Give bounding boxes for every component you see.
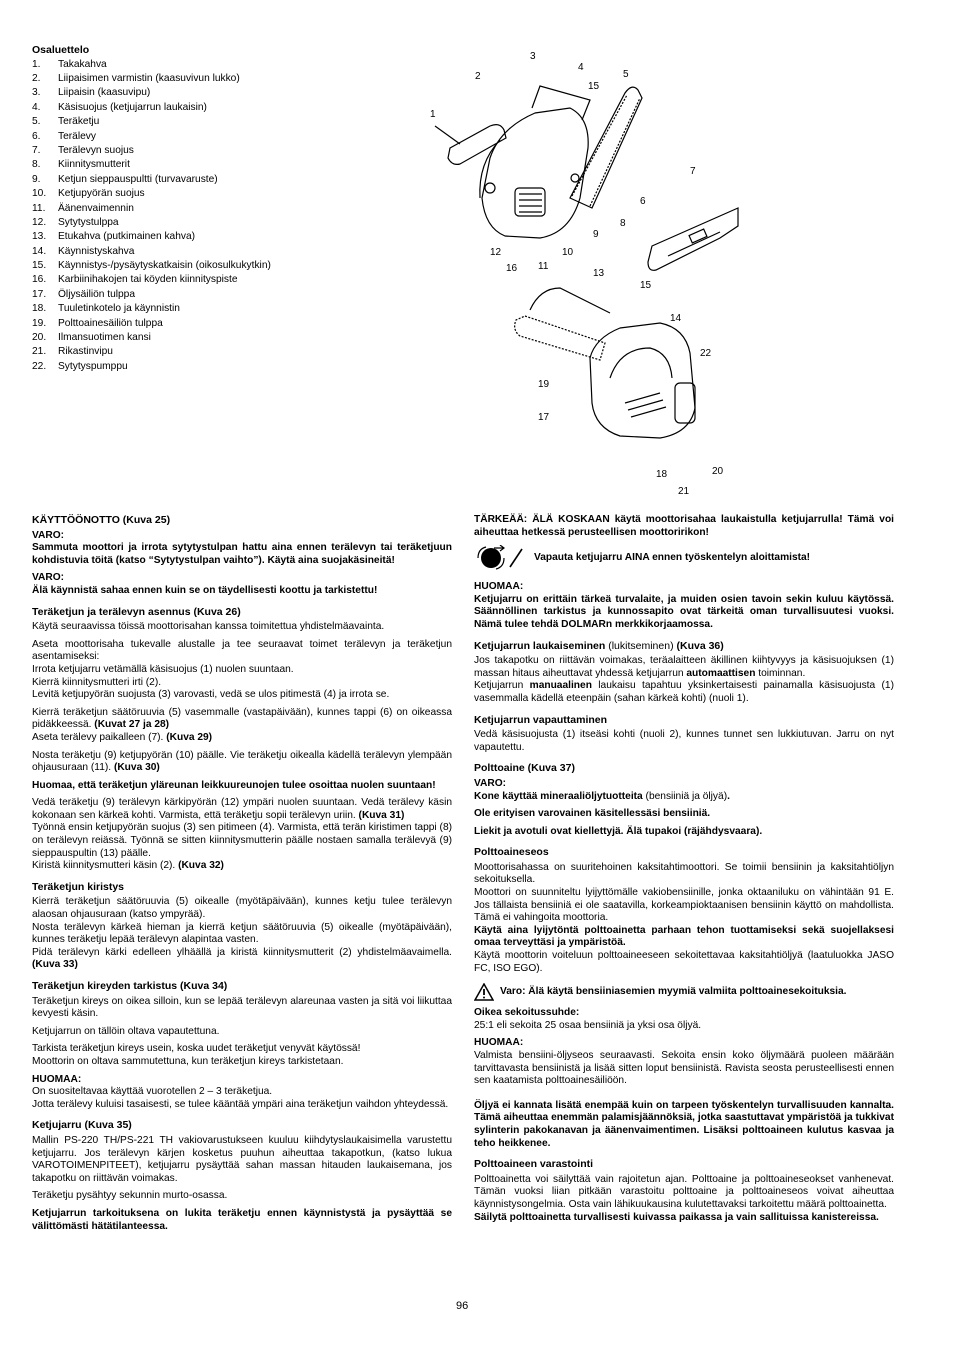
paragraph: Huomaa, että teräketjun yläreunan leikkuureunojen tulee osoittaa nuolen suuntaan! bbox=[32, 779, 436, 791]
hand-guard bbox=[532, 86, 590, 120]
part-name: Liipaisin (kaasuvipu) bbox=[58, 87, 151, 99]
left-column bbox=[32, 514, 452, 1238]
section-polttoaine-title: Polttoaine (Kuva 37) bbox=[474, 762, 575, 775]
parts-list-item bbox=[32, 273, 432, 287]
callout-number: 7 bbox=[690, 166, 696, 177]
text: . bbox=[727, 790, 730, 802]
subheading: Oikea sekoitussuhde: bbox=[474, 1007, 580, 1019]
figure-ref: (Kuva 30) bbox=[113, 762, 160, 774]
part-number: 7. bbox=[32, 144, 41, 156]
callout-number: 18 bbox=[656, 469, 668, 480]
part-name: Ketjun sieppauspultti (turvavaruste) bbox=[58, 173, 218, 185]
paragraph: Mallin PS-220 TH/PS-221 TH vakiovarustukseen kuuluu kiihdytyslaukaisimella varustettu ketjujarru. Jos terälevyn kärjen kosketus puuhun aiheuttaa takapotkun, (katso lukua VAROTOIMENPITEET), ketjujarru pysäyttää sahan massan hitauden laukaisemana, jos takapotku on riittävän voimakas. bbox=[32, 1134, 452, 1184]
right-column bbox=[474, 514, 894, 1229]
warning-label: VARO: bbox=[32, 529, 65, 541]
parts-list-item bbox=[32, 101, 432, 115]
paragraph bbox=[32, 947, 452, 972]
figure-ref: (Kuva 36) bbox=[673, 639, 724, 652]
part-number: 13. bbox=[32, 231, 47, 243]
chainsaw-figure bbox=[420, 48, 740, 498]
text: Aseta terälevy paikalleen (7). bbox=[32, 731, 167, 743]
paragraph: Käytä seuraavissa töissä moottorisahan kanssa toimitettua yhdistelmäavainta. bbox=[32, 621, 385, 633]
part-name: Sytytystulppa bbox=[58, 216, 119, 228]
paragraph bbox=[32, 750, 452, 775]
paragraph: Teräketju pysähtyy sekunnin murto-osassa. bbox=[32, 1190, 228, 1202]
warning-label: VARO: bbox=[474, 777, 507, 789]
paragraph: On suositeltavaa käyttää vuorotellen 2 – 3 teräketjua. bbox=[32, 1086, 273, 1098]
paragraph: Moottorisahassa on suuritehoinen kaksitahtimoottori. Se toimii bensiinin ja kaksitahtiöljyn sekoituksella. bbox=[474, 861, 894, 886]
section-kiristys-title: Teräketjun kiristys bbox=[32, 880, 125, 893]
section-kayttoonotto-title: KÄYTTÖÖNOTTO (Kuva 25) bbox=[32, 514, 171, 526]
part-number: 21. bbox=[32, 346, 47, 358]
parts-list-item bbox=[32, 158, 432, 172]
parts-list-item bbox=[32, 58, 432, 72]
paragraph: Liekit ja avotuli ovat kiellettyjä. Älä tupakoi (räjähdysvaara). bbox=[474, 825, 763, 837]
callout-number: 9 bbox=[593, 229, 599, 240]
paragraph: Moottorin on oltava sammutettuna, kun teräketjun kireys tarkistetaan. bbox=[32, 1055, 344, 1067]
section-vapauttaminen-title: Ketjujarrun vapauttaminen bbox=[474, 713, 608, 726]
part-name: Öljysäiliön tulppa bbox=[58, 288, 136, 300]
paragraph: Ketjujarrun on tällöin oltava vapautettuna. bbox=[32, 1025, 220, 1037]
callout-number: 4 bbox=[578, 62, 584, 73]
paragraph: Jotta terälevy kuluisi tasaisesti, se tulee kääntää ympäri aina teräketjun vaihdon yhteydessä. bbox=[32, 1098, 449, 1110]
paragraph: Tarkista teräketjun kireys usein, koska uudet teräketjut venyvät käytössä! bbox=[32, 1043, 361, 1055]
part-number: 10. bbox=[32, 188, 47, 200]
chainsaw-illustration bbox=[420, 48, 740, 498]
section-varastointi-title: Polttoaineen varastointi bbox=[474, 1158, 594, 1171]
paragraph: Irrota ketjujarru vetämällä käsisuojus (1) nuolen suuntaan. bbox=[32, 663, 294, 675]
parts-items bbox=[32, 58, 432, 375]
part-number: 15. bbox=[32, 260, 47, 272]
part-number: 8. bbox=[32, 159, 41, 171]
part-name: Rikastinvipu bbox=[58, 346, 113, 358]
part-name: Tuuletinkotelo ja käynnistin bbox=[58, 303, 180, 315]
parts-list-item bbox=[32, 72, 432, 86]
parts-list-item bbox=[32, 86, 432, 100]
section-asennus-title: Teräketjun ja terälevyn asennus (Kuva 26) bbox=[32, 605, 241, 618]
parts-list-item bbox=[32, 288, 432, 302]
warning-text: Älä käynnistä sahaa ennen kuin se on täydellisesti koottu ja tarkistettu! bbox=[32, 584, 378, 596]
callout-number: 16 bbox=[506, 263, 518, 274]
part-name: Teräketju bbox=[58, 116, 100, 128]
figure-ref: (Kuva 31) bbox=[358, 809, 405, 821]
part-number: 14. bbox=[32, 245, 47, 257]
parts-list-item bbox=[32, 202, 432, 216]
callout-number: 19 bbox=[538, 379, 550, 390]
text: manuaalinen bbox=[529, 680, 592, 692]
parts-list-item bbox=[32, 331, 432, 345]
part-name: Käynnistyskahva bbox=[58, 245, 135, 257]
part-number: 5. bbox=[32, 116, 41, 128]
page-number: 96 bbox=[456, 1300, 469, 1312]
part-number: 20. bbox=[32, 332, 47, 344]
paragraph: Kierrä teräketjun säätöruuvia (5) oikealle (myötäpäivään), kunnes ketju tulee terälevyn alaosan ohjausuraan (katso ympyrää). bbox=[32, 896, 452, 921]
parts-list-item bbox=[32, 144, 432, 158]
parts-list-item bbox=[32, 360, 432, 374]
parts-list-title: Osaluettelo bbox=[32, 44, 90, 56]
section-polttoaineseos-title: Polttoaineseos bbox=[474, 846, 549, 859]
part-name: Ilmansuotimen kansi bbox=[58, 332, 151, 344]
paragraph: Ole erityisen varovainen käsitellessäsi bensiiniä. bbox=[474, 808, 711, 820]
text: (bensiiniä ja öljyä) bbox=[642, 790, 728, 802]
paragraph bbox=[474, 791, 894, 804]
section-ketjujarru-title: Ketjujarru (Kuva 35) bbox=[32, 1119, 132, 1132]
figure-ref: (Kuva 33) bbox=[32, 959, 78, 971]
parts-list-item bbox=[32, 216, 432, 230]
warning-text: Sammuta moottori ja irrota sytytystulpan hattu aina ennen terälevyn tai teräketjuun kohdistuvia töitä (katso “Sytytystulpan vaihto”). Käytä aina suojakäsineitä! bbox=[32, 542, 452, 566]
paragraph: Säilytä polttoainetta turvallisesti kuivassa paikassa ja vain sallituissa kanistereissa. bbox=[474, 1211, 879, 1223]
callout-number: 11 bbox=[538, 261, 549, 272]
paragraph bbox=[32, 860, 452, 873]
part-number: 2. bbox=[32, 72, 41, 84]
text: Vedä teräketju (9) terälevyn kärkipyörän (12) ympäri nuolen suuntaan. Vedä terälevy käsin kokonaan sen kärkeä kohti. Varmista, että teräketju sopii terälevyn uriin. bbox=[32, 797, 452, 821]
paragraph: Työnnä ensin ketjupyörän suojus (3) sen pitimeen (4). Varmista, että terän kiristimen tappi (8) on terälevyn reiässä. Työnnä se sitten kiinnitysmutterin päälle nostaen samalla terälevyä (9) sieppauspultin (13) päälle. bbox=[32, 822, 452, 859]
paragraph bbox=[474, 680, 894, 705]
notice-text: Vapauta ketjujarru AINA ennen työskentelyn aloittamista! bbox=[534, 551, 811, 563]
callout-number: 13 bbox=[593, 268, 605, 279]
part-name: Polttoainesäiliön tulppa bbox=[58, 317, 163, 329]
part-number: 12. bbox=[32, 216, 47, 228]
part-name: Sytytyspumppu bbox=[58, 360, 128, 372]
important-notice: TÄRKEÄÄ: ÄLÄ KOSKAAN käytä moottorisahaa laukaistulla ketjujarrulla! Tämä voi aiheuttaa hetkessä perusteellisen moottoririkon! bbox=[474, 514, 894, 538]
paragraph: Vedä käsisuojusta (1) itseäsi kohti (nuoli 2), kunnes tunnet sen lukkiutuvan. Jarru on nyt vapautettu. bbox=[474, 729, 894, 753]
chain-brake-release-notice bbox=[474, 545, 894, 571]
callout-number: 2 bbox=[475, 71, 481, 82]
warning-triangle-icon bbox=[474, 983, 494, 1001]
text: Pidä terälevyn kärki edelleen ylhäällä ja kiristä kiinnitysmutterit (2) yhdistelmäavaimella. bbox=[32, 946, 452, 958]
callout-number: 10 bbox=[562, 247, 574, 258]
part-number: 17. bbox=[32, 288, 47, 300]
parts-list-item bbox=[32, 230, 432, 244]
text: Kone käyttää mineraaliöljytuotteita bbox=[474, 790, 643, 802]
paragraph: Kierrä kiinnitysmutteri irti (2). bbox=[32, 676, 162, 688]
paragraph: Nosta terälevyn kärkeä hieman ja kierrä ketjun säätöruuvia (5) oikealle (myötäpäivään), kunnes teräketju lepää terälevyn alapintaa vasten. bbox=[32, 921, 452, 946]
part-name: Liipaisimen varmistin (kaasuvivun lukko) bbox=[58, 72, 240, 84]
parts-list-item bbox=[32, 173, 432, 187]
parts-list-item bbox=[32, 245, 432, 259]
part-number: 1. bbox=[32, 58, 41, 70]
saw-body-top bbox=[482, 108, 588, 238]
section-kireys-title: Teräketjun kireyden tarkistus (Kuva 34) bbox=[32, 980, 228, 992]
text: Nosta teräketju (9) ketjupyörän (10) päälle. Vie teräketju oikealla kädellä terälevyn ylempään ohjausuraan (11). bbox=[32, 749, 452, 774]
part-name: Terälevy bbox=[58, 130, 96, 142]
figure-ref: (Kuvat 27 ja 28) bbox=[94, 719, 170, 731]
note-label: HUOMAA: bbox=[32, 1073, 82, 1085]
paragraph bbox=[32, 797, 452, 822]
part-name: Ketjupyörän suojus bbox=[58, 188, 145, 200]
parts-list-item bbox=[32, 130, 432, 144]
paragraph: Aseta moottorisaha tukevalle alustalle ja tee seuraavat toimet terälevyn ja teräketjun asentamiseksi: bbox=[32, 638, 452, 663]
text: laukaisu tapahtuu yksinkertaisesti painamalla käsisuojusta (1) vasemmalla kädellä eteenpäin (sahan kärkeä kohti) (nuoli 1). bbox=[474, 680, 894, 704]
text: toiminnan. bbox=[755, 667, 806, 679]
part-name: Karbiinihakojen tai köyden kiinnityspiste bbox=[58, 274, 238, 286]
paragraph bbox=[474, 655, 894, 680]
part-name: Kiinnitysmutterit bbox=[58, 159, 130, 171]
text: Kierrä teräketjun säätöruuvia (5) vasemmalle (vastapäivään), kunnes tappi (6) on oikeassa pidäkkeessä. bbox=[32, 706, 452, 731]
text: automaattisen bbox=[686, 667, 756, 679]
callout-number: 21 bbox=[678, 486, 690, 497]
parts-list-item bbox=[32, 115, 432, 129]
callout-number: 6 bbox=[640, 196, 646, 207]
callout-number: 1 bbox=[430, 109, 436, 120]
paragraph: Moottori on suunniteltu lyijyttömälle vakiobensiinille, jonka oktaaniluku on vähintään 91 E. Jos tällaista bensiiniä ei ole saatavilla, korkeampioktaanisen bensiinin käyttö on mahdollista. Tämä ei vahingoita moottoria. bbox=[474, 887, 894, 924]
part-number: 9. bbox=[32, 173, 41, 185]
rear-handle bbox=[448, 125, 506, 165]
section-laukaiseminen-title bbox=[474, 640, 894, 653]
note-label: HUOMAA: bbox=[474, 1037, 524, 1049]
paragraph: Levitä ketjupyörän suojusta (3) varovasti, vedä se ulos pitimestä (4) ja irrota se. bbox=[32, 689, 390, 701]
figure-ref: (Kuva 32) bbox=[178, 860, 224, 872]
paragraph: Valmista bensiini-öljyseos seuraavasti. Sekoita ensin koko öljymäärä puoleen määrään tarvittavasta bensiinistä ja lisää sitten loput bensiinistä. Ravista seosta perusteellisesti ennen sen kaatamista polttoainesäiliöön. bbox=[474, 1050, 894, 1087]
callout-number: 17 bbox=[538, 412, 550, 423]
parts-list bbox=[32, 44, 432, 374]
paragraph: Ketjujarrun tarkoituksena on lukita teräketju ennen käynnistystä ja pysäyttää se välittömästi hätätilanteessa. bbox=[32, 1207, 452, 1232]
callout-number: 20 bbox=[712, 466, 724, 477]
chain-brake-icon bbox=[474, 545, 526, 571]
callout-number: 14 bbox=[670, 313, 682, 324]
paragraph bbox=[32, 732, 452, 745]
part-name: Käsisuojus (ketjujarrun laukaisin) bbox=[58, 101, 207, 113]
part-name: Takakahva bbox=[58, 58, 107, 70]
part-number: 16. bbox=[32, 274, 47, 286]
fuel-mixture-warning bbox=[474, 983, 894, 1001]
callout-number: 22 bbox=[700, 348, 712, 359]
parts-list-item bbox=[32, 187, 432, 201]
part-name: Etukahva (putkimainen kahva) bbox=[58, 231, 196, 243]
parts-list-item bbox=[32, 259, 432, 273]
parts-list-item bbox=[32, 302, 432, 316]
paragraph: 25:1 eli sekoita 25 osaa bensiiniä ja yksi osa öljyä. bbox=[474, 1019, 702, 1031]
warning-label: VARO: bbox=[32, 572, 65, 584]
parts-list-item bbox=[32, 317, 432, 331]
callout-number: 8 bbox=[620, 218, 626, 229]
callout-labels bbox=[430, 51, 724, 497]
part-number: 11. bbox=[32, 202, 46, 214]
paragraph: Teräketjun kireys on oikea silloin, kun se lepää terälevyn alareunaa vasten ja sitä voi liikuttaa kevyesti käsin. bbox=[32, 995, 452, 1020]
paragraph bbox=[32, 707, 452, 732]
text: (lukitseminen) bbox=[608, 639, 674, 652]
part-number: 19. bbox=[32, 317, 47, 329]
callout-number: 5 bbox=[623, 69, 629, 80]
text: Ketjujarrun laukaiseminen bbox=[474, 639, 609, 652]
text: Ketjujarrun bbox=[474, 680, 530, 692]
part-name: Terälevyn suojus bbox=[58, 144, 134, 156]
part-number: 6. bbox=[32, 130, 41, 142]
paragraph: Ketjujarru on erittäin tärkeä turvalaite, ja muiden osien tavoin sekin kuluu käytössä. Säännöllinen tarkistus ja kunnossapito ovat tärkeitä oman turvallisuutesi vuoksi. Nämä tulee tehdä DOLMARn merkkikorjaamossa. bbox=[474, 593, 894, 630]
figure-ref: (Kuva 29) bbox=[166, 731, 213, 743]
callout-number: 3 bbox=[530, 51, 536, 62]
note-label: HUOMAA: bbox=[474, 581, 524, 593]
part-name: Äänenvaimennin bbox=[58, 202, 134, 214]
front-handle bbox=[610, 348, 672, 378]
bar-cover bbox=[648, 208, 738, 270]
part-number: 18. bbox=[32, 303, 47, 315]
text: Jos takapotku on riittävän voimakas, teräalaitteen äkillinen kiihtyvyys ja käsisuojuksen (1) massan hitaus aiheuttavat yhdessä ketjujarrun bbox=[474, 655, 894, 679]
callout-number: 15 bbox=[588, 81, 600, 92]
part-number: 3. bbox=[32, 87, 41, 99]
paragraph: Käytä moottorin voiteluun polttoaineeseen sekoitettavaa kaksitahtiöljyä (laatuluokka JASO FC, ISO EGO). bbox=[474, 950, 894, 974]
callout-number: 12 bbox=[490, 247, 502, 258]
warning-text: Varo: Älä käytä bensiiniasemien myymiä valmiita polttoainesekoituksia. bbox=[500, 985, 847, 997]
text: Kiristä kiinnitysmutteri käsin (2). bbox=[32, 860, 179, 872]
paragraph: Öljyä ei kannata lisätä enempää kuin on tarpeen työskentelyn turvallisuuden kannalta. Tämä aiheuttaa enemmän palamisjäännöksiä, jotka saastuttavat ympäristöä ja tukkivat sylinterin pakokanavan ja äänenvaimentimen. Lisäksi polttoaineen kulutus kasvaa ja teho heikkenee. bbox=[474, 1099, 894, 1149]
part-number: 4. bbox=[32, 101, 41, 113]
callout-number: 15 bbox=[640, 280, 652, 291]
paragraph: Polttoainetta voi säilyttää vain rajoitetun ajan. Polttoaine ja polttoaineseokset vanhenevat. Tämän vuoksi liian pitkään varastoitu polttoaine ja polttoaineseos voivat aiheuttaa käynnistysongelmia. Osta vain lähikuukausina kulutettavaksi tarkoitettu määrä polttoainetta. bbox=[474, 1173, 894, 1210]
saw-body-bottom bbox=[590, 323, 695, 438]
paragraph: Käytä aina lyijytöntä polttoainetta parhaan tehon tuottamiseksi sekä suojellaksesi omaa terveyttäsi ja ympäristöä. bbox=[474, 924, 894, 949]
parts-list-item bbox=[32, 345, 432, 359]
part-number: 22. bbox=[32, 360, 47, 372]
part-name: Käynnistys-/pysäytyskatkaisin (oikosulkukytkin) bbox=[58, 260, 271, 272]
